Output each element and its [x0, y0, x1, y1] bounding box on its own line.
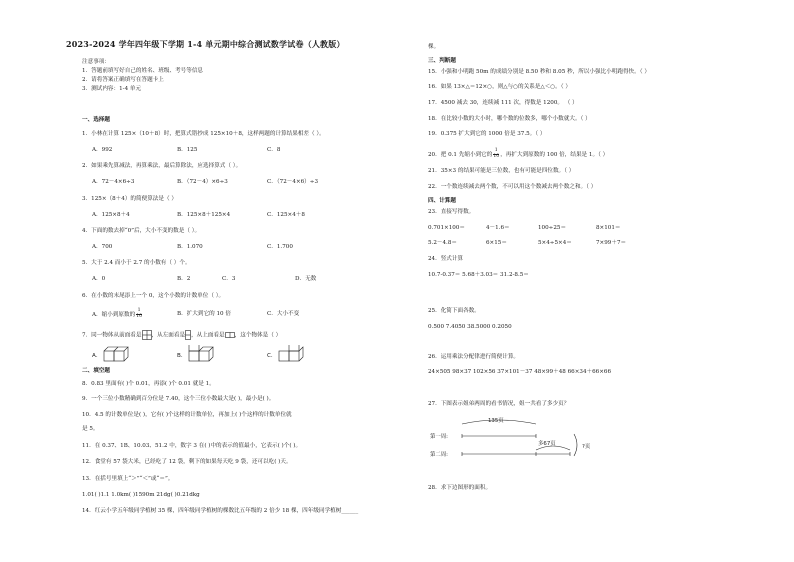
- section-calc: 四、计算题: [428, 198, 456, 204]
- option-a: [92, 309, 143, 320]
- fraction-denominator: 10: [493, 153, 500, 159]
- label-question: ?页: [582, 444, 591, 450]
- question-7: [82, 330, 281, 340]
- calc-item: 5.2－4.8＝: [428, 240, 457, 246]
- question-1: 1．小林在计算 125×（10＋8）时，把算式错抄成 125×10＋8，这样两题的计算结果相差（ ）。: [82, 131, 325, 137]
- question-14-end: 棵。: [428, 44, 440, 50]
- option-a: A．992: [92, 147, 113, 153]
- fraction-numerator: 1: [494, 148, 498, 153]
- question-3: 3．125×（8＋4）的简便算法是（ ）: [82, 196, 177, 202]
- question-12: 12．食堂有 57 袋大米，已经吃了 12 袋，剩下的如果每天吃 9 袋，还可以吃( )天。: [82, 459, 292, 465]
- option-b-figure: [177, 345, 213, 361]
- question-27: 27．下图表示姐弟两周的看书情况，姐一共看了多少页？: [428, 401, 570, 407]
- question-25-items: 0.500 7.4050 38.5000 0.2050: [428, 324, 512, 330]
- question-8: 8．0.83 里面有( )个 0.01，再添( )个 0.01 就是 1。: [82, 381, 215, 387]
- question-10: 10．4.5 的计数单位是( )，它有( )个这样的计数单位，再加上( )个这样的计数单位就: [82, 412, 292, 418]
- label-week2: 第二周:: [430, 452, 448, 458]
- question-6: 6．在小数的末尾添上一个 0，这个小数的计数单位（ ）。: [82, 293, 225, 299]
- option-b: B．扩大到它的 10 倍: [177, 311, 231, 317]
- note-line: 2．请将答案正确填写在答题卡上: [82, 77, 164, 83]
- option-a-text: A．缩小到原数的: [92, 311, 136, 318]
- question-7-text-c: ，从上面看是: [191, 332, 225, 339]
- question-21: 21．35×3 的结果可能是三位数，也有可能是四位数。（ ）: [428, 168, 575, 174]
- calc-item: 7×99＋7＝: [596, 240, 627, 246]
- question-19: 19．0.375 扩大到它的 1000 倍是 37.5。（ ）: [428, 131, 546, 137]
- question-25: 25．化简下面各数。: [428, 308, 480, 314]
- note-line: 3．测试内容：1-4 单元: [82, 86, 142, 92]
- question-28: 28．求下边图形的面积。: [428, 485, 492, 491]
- section-fill: 二、填空题: [82, 368, 110, 374]
- option-a: A．0: [92, 276, 106, 282]
- option-c: C．（72－4×6）÷3: [267, 179, 319, 185]
- fraction: [136, 309, 142, 320]
- svg-text:B．: B．: [177, 353, 187, 359]
- section-judge: 三、判断题: [428, 58, 456, 64]
- question-23: 23．直接写得数。: [428, 209, 475, 215]
- option-c-figure: [267, 345, 303, 361]
- label-week1: 第一周:: [430, 434, 448, 440]
- question-13: 13．在括号里填上“＞”“＜”或“＝”。: [82, 476, 174, 482]
- label-135: 135页: [488, 418, 504, 424]
- page-title: 2023-2024 学年四年级下学期 1-4 单元期中综合测试数学试卷（人教版）: [66, 39, 345, 49]
- question-9: 9．一个三位小数精确到百分位是 7.40，这个三位小数最大是( )，最小是( )。: [82, 396, 275, 402]
- svg-text:A．: A．: [92, 353, 102, 359]
- calc-item: 100÷25＝: [538, 225, 567, 231]
- option-c: C．8: [267, 147, 281, 153]
- question-14: 14．红云小学五年级同学植树 35 棵，四年级同学植树的棵数比五年级的 2 倍少 18 棵，四年级同学植树______: [82, 508, 359, 514]
- question-20-text-b: ，再扩大到原数的 100 倍，结果是 1。（ ）: [500, 151, 609, 158]
- question-26: 26．运用乘法分配律进行简便计算。: [428, 354, 520, 360]
- question-15: 15．小强和小明跑 50m 的成绩分别是 8.50 秒和 8.05 秒，所以小强比小明跑得快。（ ）: [428, 69, 650, 75]
- question-18: 18．在比较小数的大小时，哪个数的位数多，哪个小数就大。（ ）: [428, 116, 591, 122]
- question-24: 24．竖式计算: [428, 256, 464, 262]
- option-c: C．125×4＋8: [267, 212, 305, 218]
- option-a: A．72－4×6÷3: [92, 179, 135, 185]
- question-7-text-b: ，从左面看是: [151, 332, 186, 339]
- fraction-denominator: 10: [136, 313, 143, 319]
- option-a: A．125×8＋4: [92, 212, 130, 218]
- calc-item: 4－1.6＝: [486, 225, 510, 231]
- question-10-cont: 是 5。: [82, 426, 99, 432]
- question-2: 2．如果乘先算减法，再算乘法，最后算除法，应选择算式（ ）。: [82, 163, 242, 169]
- question-24-items: 10.7-0.37＝ 5.68＋3.03＝ 31.2-8.5＝: [428, 272, 529, 278]
- question-20-text-a: 20．把 0.1 先缩小到它的: [428, 151, 493, 158]
- front-view-figure: [142, 330, 152, 340]
- question-17: 17．4500 减去 30，连续减 111 次，得数是 1200。 （ ）: [428, 100, 578, 106]
- option-c: C．3: [222, 276, 236, 282]
- calc-item: 0.701×100＝: [428, 225, 465, 231]
- question-13-items: 1.01( )1.1 1.0km( )1590m 21dg( )0.21dkg: [82, 492, 200, 498]
- question-7-text-d: ，这个物体是（ ）: [234, 332, 282, 339]
- question-7-text-a: 7．同一物体从前面看是: [82, 332, 142, 339]
- option-b: B．125: [177, 147, 198, 153]
- option-d: D．无数: [295, 276, 317, 282]
- option-c: C．大小不变: [267, 311, 300, 317]
- option-b: B．1.070: [177, 244, 203, 250]
- brace-total: [574, 434, 577, 456]
- question-7-options: [92, 345, 322, 363]
- note-line: 1．答题前填写好自己的姓名、班级、考号等信息: [82, 68, 204, 74]
- calc-item: 5×4÷5×4＝: [538, 240, 572, 246]
- option-b: B．2: [177, 276, 191, 282]
- option-b: B．125×8＋125×4: [177, 212, 231, 218]
- fraction-numerator: 1: [137, 308, 141, 313]
- calc-item: 8×101＝: [596, 225, 621, 231]
- option-b: B．（72－4）×6÷3: [177, 179, 228, 185]
- option-a: A．700: [92, 244, 113, 250]
- option-a-figure: [92, 347, 128, 361]
- question-26-items: 24×505 98×37 102×56 37×101－37 48×99＋48 66×34＋66×66: [428, 369, 612, 375]
- option-c: C．1.700: [267, 244, 293, 250]
- question-20: [428, 149, 608, 160]
- question-22: 22．一个数连续减去两个数，不可以用这个数减去两个数之和。（ ）: [428, 184, 597, 190]
- reading-diagram: [428, 414, 618, 470]
- calc-item: 6×15＝: [486, 240, 507, 246]
- question-11: 11．在 0.37、1B、10.03、51.2 中，数字 3 在( )中的表示的值最小，它表示( )个( )。: [82, 443, 302, 449]
- question-4: 4．下面的数去掉“0”后，大小不变的数是（ ）。: [82, 228, 201, 234]
- question-16: 16．如果 13×△＝12×○，则△与○的关系是△＜○。（ ）: [428, 84, 571, 90]
- top-view-figure: [225, 332, 235, 338]
- notes-heading: 注意事项：: [82, 59, 110, 65]
- svg-text:C．: C．: [267, 353, 277, 359]
- label-more: 多67页: [538, 441, 556, 447]
- fraction: [493, 149, 499, 160]
- section-choice: 一、选择题: [82, 117, 110, 123]
- question-5: 5．大于 2.4 而小于 2.7 的小数有（ ）个。: [82, 260, 191, 266]
